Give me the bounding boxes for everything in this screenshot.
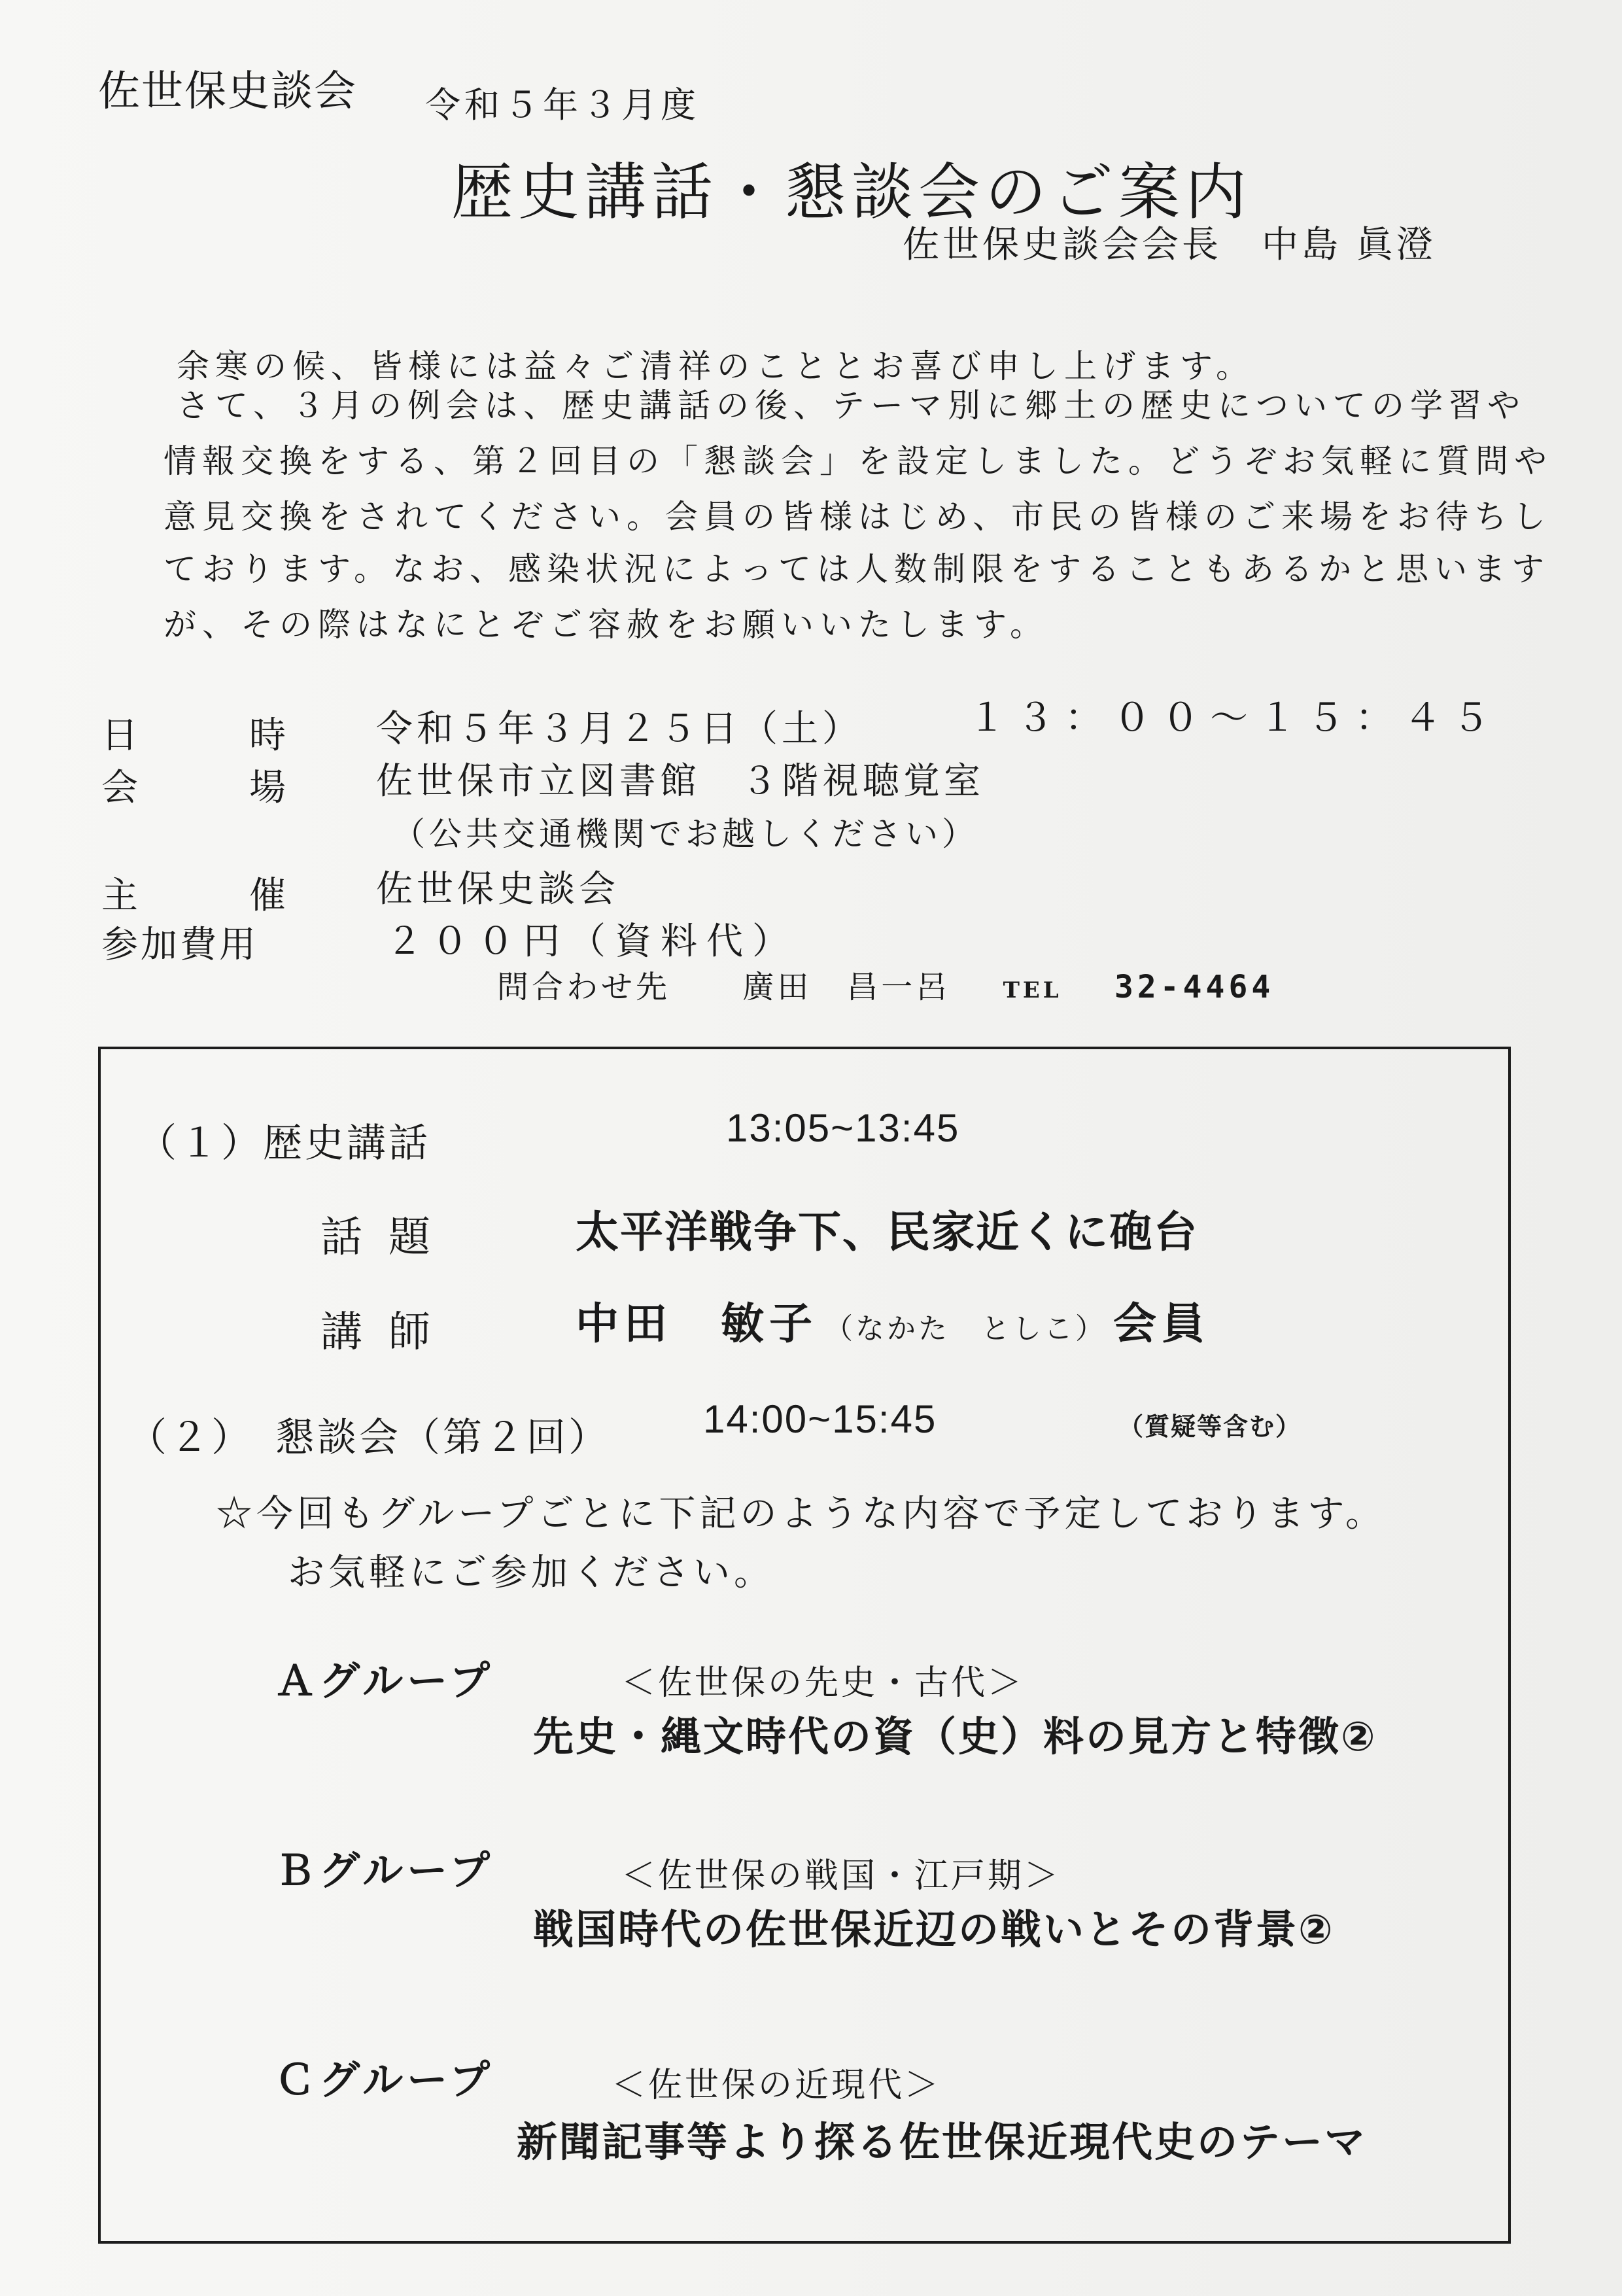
venue-note: （公共交通機関でお越しください） <box>392 815 978 853</box>
lecturer-role: 会員 <box>1113 1298 1210 1349</box>
body-line: 情報交換をする、第２回目の「懇談会」を設定しました。どうぞお気軽に質問や <box>164 442 1553 480</box>
body-line: が、その際はなにとぞご容赦をお願いいたします。 <box>164 606 1048 644</box>
discussion-intro-2: お気軽にご参加ください。 <box>288 1552 774 1594</box>
date-label-2: 時 <box>249 714 286 757</box>
lecturer-name: 中田 敏子 <box>576 1298 818 1349</box>
venue-label-1: 会 <box>101 767 138 809</box>
discussion-heading: （２） 懇談会（第２回） <box>128 1415 610 1461</box>
event-time: １３：００～１５：４５ <box>968 695 1501 740</box>
group-a-name: Ａグループ <box>275 1657 494 1705</box>
body-line: さて、３月の例会は、歴史講話の後、テーマ別に郷土の歴史についての学習や <box>177 387 1526 425</box>
event-date: 令和５年３月２５日（土） <box>376 708 863 750</box>
date-label <box>101 706 286 759</box>
discussion-intro: ☆今回もグループごとに下記のような内容で予定しております。 <box>216 1493 1387 1535</box>
page-title: 歴史講話・懇談会のご案内 <box>451 157 1252 228</box>
venue-label <box>101 759 286 811</box>
body-line: 意見交換をされてください。会員の皆様はじめ、市民の皆様のご来場をお待ちし <box>164 498 1551 536</box>
discussion-time: 14:00~15:45 <box>703 1397 937 1441</box>
body-line: 余寒の候、皆様には益々ご清祥のこととお喜び申し上げます。 <box>177 347 1254 385</box>
lecture-time: 13:05~13:45 <box>726 1106 960 1150</box>
group-b-name: Ｂグループ <box>275 1847 494 1894</box>
group-c-theme: 新聞記事等より探る佐世保近現代史のテーマ <box>517 2118 1368 2166</box>
lecturer-reading: （なかた としこ） <box>824 1312 1107 1346</box>
tel-label: TEL <box>1003 977 1062 1003</box>
lecturer-label: 講師 <box>320 1308 457 1357</box>
venue-label-2: 場 <box>249 767 286 809</box>
inquiry-label: 問合わせ先 <box>497 969 671 1005</box>
signer: 佐世保史談会会長 中島 眞澄 <box>903 224 1436 266</box>
group-a-theme: 先史・縄文時代の資（史）料の見方と特徴② <box>533 1713 1377 1760</box>
fee-label: 参加費用 <box>101 924 258 966</box>
group-a-era: ＜佐世保の先史・古代＞ <box>621 1663 1025 1703</box>
topic-label: 話題 <box>320 1213 457 1262</box>
group-b-theme: 戦国時代の佐世保近辺の戦いとその背景② <box>533 1905 1335 1953</box>
group-b-era: ＜佐世保の戦国・江戸期＞ <box>621 1856 1061 1896</box>
organization-name: 佐世保史談会 <box>98 67 357 116</box>
group-c-era: ＜佐世保の近現代＞ <box>612 2066 942 2105</box>
lecture-heading: （１）歴史講話 <box>137 1121 430 1166</box>
host-label <box>101 867 286 919</box>
host-label-1: 主 <box>101 875 138 917</box>
period-label: 令和５年３月度 <box>425 84 700 126</box>
host-value: 佐世保史談会 <box>376 868 619 911</box>
venue-value: 佐世保市立図書館 ３階視聴覚室 <box>376 760 984 803</box>
body-line: ております。なお、感染状況によっては人数制限をすることもあるかと思います <box>164 550 1550 588</box>
lecturer <box>576 1289 1210 1351</box>
date-label-1: 日 <box>101 714 138 757</box>
inquiry-phone: 32-4464 <box>1114 969 1275 1005</box>
lecture-topic: 太平洋戦争下、民家近くに砲台 <box>576 1207 1198 1257</box>
inquiry-person: 廣田 昌一呂 <box>742 969 951 1005</box>
discussion-note: （質疑等含む） <box>1118 1412 1302 1441</box>
group-c-name: Ｃグループ <box>275 2056 494 2104</box>
inquiry <box>497 962 1274 1007</box>
host-label-2: 催 <box>249 875 286 917</box>
fee-value: ２００円（資料代） <box>386 920 798 963</box>
